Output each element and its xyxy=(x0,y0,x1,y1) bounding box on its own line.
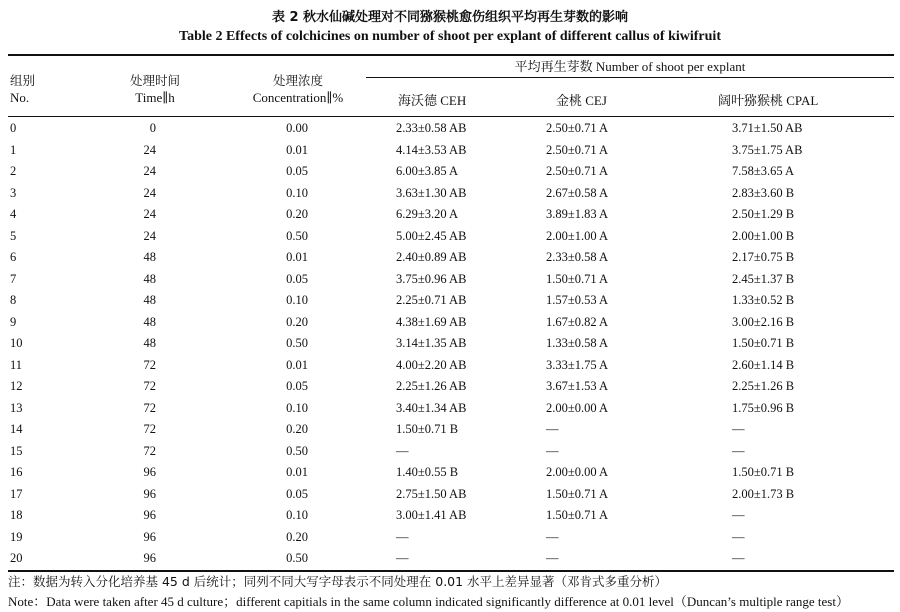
cell-cej: 3.67±1.53 A xyxy=(546,379,609,393)
cell-cej: 2.00±0.00 A xyxy=(546,465,609,479)
cell-cpal: — xyxy=(732,422,745,436)
cell-time: 72 xyxy=(143,422,156,436)
cell-cej: 2.33±0.58 A xyxy=(546,250,609,264)
cell-cpal: 2.60±1.14 B xyxy=(732,357,795,372)
cell-time: 48 xyxy=(143,250,156,264)
cell-ceh: 4.38±1.69 AB xyxy=(396,314,467,329)
cell-ceh: 6.29±3.20 A xyxy=(396,207,459,221)
cell-time: 24 xyxy=(143,185,156,200)
cell-concentration: 0.10 xyxy=(286,508,308,522)
table-title-english: Table 2 Effects of colchicines on number of shoot per explant of different callus of kiwifruit xyxy=(179,29,721,44)
cell-cpal: 2.45±1.37 B xyxy=(732,271,795,286)
table-row xyxy=(0,290,900,312)
header-cpal: 阔叶猕猴桃 CPAL xyxy=(718,93,819,108)
table-row xyxy=(0,462,900,484)
header-time-en: Time∥h xyxy=(135,90,175,105)
cell-group: 16 xyxy=(10,465,23,479)
cell-group: 14 xyxy=(10,422,23,436)
cell-cej: 2.50±0.71 A xyxy=(546,121,609,135)
cell-ceh: 2.75±1.50 AB xyxy=(396,486,467,501)
cell-concentration: 0.01 xyxy=(286,357,308,372)
cell-time: 72 xyxy=(143,379,156,393)
cell-ceh: 2.40±0.89 AB xyxy=(396,250,467,264)
cell-time: 96 xyxy=(143,486,156,501)
cell-cpal: 7.58±3.65 A xyxy=(732,164,795,178)
cell-cej: 2.67±0.58 A xyxy=(546,185,609,200)
cell-ceh: 3.40±1.34 AB xyxy=(396,400,467,415)
header-rule xyxy=(8,116,894,117)
cell-cpal: 2.00±1.00 B xyxy=(732,228,795,243)
table-row xyxy=(0,247,900,269)
table-row xyxy=(0,118,900,140)
cell-cpal: — xyxy=(732,529,745,544)
cell-ceh: 3.75±0.96 AB xyxy=(396,271,467,286)
cell-time: 72 xyxy=(143,400,156,415)
cell-cej: 2.50±0.71 A xyxy=(546,142,609,157)
header-cej: 金桃 CEJ xyxy=(556,93,607,108)
cell-group: 17 xyxy=(10,486,23,501)
table-row xyxy=(0,398,900,420)
cell-cej: 2.50±0.71 A xyxy=(546,164,609,178)
cell-group: 12 xyxy=(10,379,23,393)
table-body xyxy=(0,118,900,570)
cell-cej: 1.67±0.82 A xyxy=(546,314,609,329)
cell-ceh: 1.40±0.55 B xyxy=(396,465,459,479)
table-title-chinese: 表 2 秋水仙碱处理对不同猕猴桃愈伤组织平均再生芽数的影响 xyxy=(271,10,629,25)
cell-group: 5 xyxy=(10,228,17,243)
header-ceh: 海沃德 CEH xyxy=(398,93,467,108)
table-row xyxy=(0,527,900,549)
top-rule xyxy=(8,54,894,56)
cell-concentration: 0.20 xyxy=(286,529,308,544)
header-group xyxy=(10,72,35,106)
cell-time: 24 xyxy=(143,228,156,243)
cell-concentration: 0.20 xyxy=(286,207,308,221)
cell-concentration: 0.10 xyxy=(286,293,308,307)
cell-group: 1 xyxy=(10,142,17,157)
cell-cej: 3.33±1.75 A xyxy=(546,357,609,372)
cell-cpal: 3.75±1.75 AB xyxy=(732,142,803,157)
cell-cpal: 3.00±2.16 B xyxy=(732,314,795,329)
cell-cej: — xyxy=(546,422,559,436)
cell-cej: 1.33±0.58 A xyxy=(546,336,609,350)
cell-concentration: 0.05 xyxy=(286,164,308,178)
cell-cej: 1.57±0.53 A xyxy=(546,293,609,307)
cell-group: 4 xyxy=(10,207,17,221)
cell-group: 10 xyxy=(10,336,23,350)
cell-time: 96 xyxy=(143,465,156,479)
cell-group: 2 xyxy=(10,164,17,178)
cell-time: 0 xyxy=(149,121,156,135)
cell-group: 6 xyxy=(10,250,17,264)
header-time xyxy=(100,72,210,106)
table-row xyxy=(0,140,900,162)
cell-concentration: 0.10 xyxy=(286,400,308,415)
cell-cpal: — xyxy=(732,551,745,565)
cell-cpal: — xyxy=(732,443,745,458)
header-conc-en: Concentration∥% xyxy=(252,90,344,105)
cell-time: 96 xyxy=(143,551,156,565)
table-row xyxy=(0,376,900,398)
header-concentration xyxy=(228,72,368,106)
table-row xyxy=(0,505,900,527)
table-row xyxy=(0,548,900,570)
table-row xyxy=(0,355,900,377)
cell-cej: 2.00±1.00 A xyxy=(546,228,609,243)
cell-concentration: 0.05 xyxy=(286,486,308,501)
cell-concentration: 0.20 xyxy=(286,422,308,436)
cell-group: 11 xyxy=(10,357,23,372)
header-conc-cn: 处理浓度 xyxy=(272,73,323,88)
cell-cpal: 3.71±1.50 AB xyxy=(732,121,803,135)
table-row xyxy=(0,441,900,463)
header-group-en: No. xyxy=(10,90,30,105)
table-row xyxy=(0,204,900,226)
span-header-rule xyxy=(366,77,894,78)
cell-cej: 1.50±0.71 A xyxy=(546,508,609,522)
cell-cpal: 2.25±1.26 B xyxy=(732,379,795,393)
cell-ceh: 4.00±2.20 AB xyxy=(396,357,467,372)
table-row xyxy=(0,183,900,205)
cell-cpal: 1.50±0.71 B xyxy=(732,465,795,479)
cell-concentration: 0.50 xyxy=(286,228,308,243)
table-row xyxy=(0,161,900,183)
cell-time: 48 xyxy=(143,293,156,307)
cell-group: 0 xyxy=(10,121,17,135)
cell-time: 48 xyxy=(143,336,156,350)
cell-cpal: 1.75±0.96 B xyxy=(732,400,795,415)
cell-ceh: 2.25±0.71 AB xyxy=(396,293,467,307)
cell-cpal: 2.83±3.60 B xyxy=(732,185,795,200)
table-row xyxy=(0,269,900,291)
table-row xyxy=(0,333,900,355)
cell-ceh: — xyxy=(396,529,409,544)
cell-cpal: 2.17±0.75 B xyxy=(732,250,795,264)
cell-concentration: 0.10 xyxy=(286,185,308,200)
cell-concentration: 0.05 xyxy=(286,271,308,286)
cell-time: 48 xyxy=(143,271,156,286)
cell-ceh: 1.50±0.71 B xyxy=(396,422,459,436)
cell-group: 7 xyxy=(10,271,17,286)
cell-concentration: 0.01 xyxy=(286,250,308,264)
cell-ceh: — xyxy=(396,551,409,565)
cell-ceh: 6.00±3.85 A xyxy=(396,164,459,178)
cell-cej: 1.50±0.71 A xyxy=(546,486,609,501)
cell-cpal: — xyxy=(732,508,745,522)
cell-group: 18 xyxy=(10,508,23,522)
cell-ceh: 3.14±1.35 AB xyxy=(396,336,467,350)
cell-cej: 2.00±0.00 A xyxy=(546,400,609,415)
cell-group: 8 xyxy=(10,293,17,307)
cell-ceh: — xyxy=(396,443,409,458)
table-row xyxy=(0,312,900,334)
cell-time: 48 xyxy=(143,314,156,329)
cell-cej: — xyxy=(546,443,559,458)
cell-time: 72 xyxy=(143,357,156,372)
cell-concentration: 0.50 xyxy=(286,551,308,565)
cell-cpal: 1.33±0.52 B xyxy=(732,293,795,307)
cell-concentration: 0.01 xyxy=(286,142,308,157)
cell-concentration: 0.50 xyxy=(286,336,308,350)
cell-group: 15 xyxy=(10,443,23,458)
cell-cpal: 2.50±1.29 B xyxy=(732,207,795,221)
cell-cej: 3.89±1.83 A xyxy=(546,207,609,221)
cell-time: 72 xyxy=(143,443,156,458)
cell-concentration: 0.20 xyxy=(286,314,308,329)
cell-cej: — xyxy=(546,529,559,544)
header-span-label: 平均再生芽数 Number of shoot per explant xyxy=(514,59,746,74)
cell-group: 13 xyxy=(10,400,23,415)
cell-ceh: 2.33±0.58 AB xyxy=(396,121,467,135)
note-chinese: 注：数据为转入分化培养基 45 d 后统计；同列不同大写字母表示不同处理在 0.01 水平上差异显著（邓肯式多重分析） xyxy=(8,574,668,589)
cell-ceh: 5.00±2.45 AB xyxy=(396,228,467,243)
cell-time: 24 xyxy=(143,164,156,178)
cell-group: 19 xyxy=(10,529,23,544)
note-english: Note：Data were taken after 45 d culture；different capitials in the same column indicated significantly difference at 0.01 level（Duncan’s multiple range test） xyxy=(8,594,849,609)
cell-ceh: 4.14±3.53 AB xyxy=(396,142,467,157)
cell-group: 3 xyxy=(10,185,17,200)
cell-cpal: 1.50±0.71 B xyxy=(732,336,795,350)
cell-group: 20 xyxy=(10,551,23,565)
cell-cej: — xyxy=(546,551,559,565)
table-row xyxy=(0,484,900,506)
cell-time: 24 xyxy=(143,142,156,157)
table-row xyxy=(0,419,900,441)
header-time-cn: 处理时间 xyxy=(129,73,180,88)
cell-cej: 1.50±0.71 A xyxy=(546,271,609,286)
header-group-cn: 组别 xyxy=(10,73,36,88)
cell-time: 96 xyxy=(143,529,156,544)
cell-ceh: 3.63±1.30 AB xyxy=(396,185,467,200)
cell-ceh: 3.00±1.41 AB xyxy=(396,508,467,522)
cell-cpal: 2.00±1.73 B xyxy=(732,486,795,501)
cell-concentration: 0.01 xyxy=(286,465,308,479)
table-row xyxy=(0,226,900,248)
cell-time: 24 xyxy=(143,207,156,221)
cell-concentration: 0.00 xyxy=(286,121,308,135)
cell-ceh: 2.25±1.26 AB xyxy=(396,379,467,393)
cell-concentration: 0.05 xyxy=(286,379,308,393)
cell-concentration: 0.50 xyxy=(286,443,308,458)
cell-group: 9 xyxy=(10,314,17,329)
cell-time: 96 xyxy=(143,508,156,522)
